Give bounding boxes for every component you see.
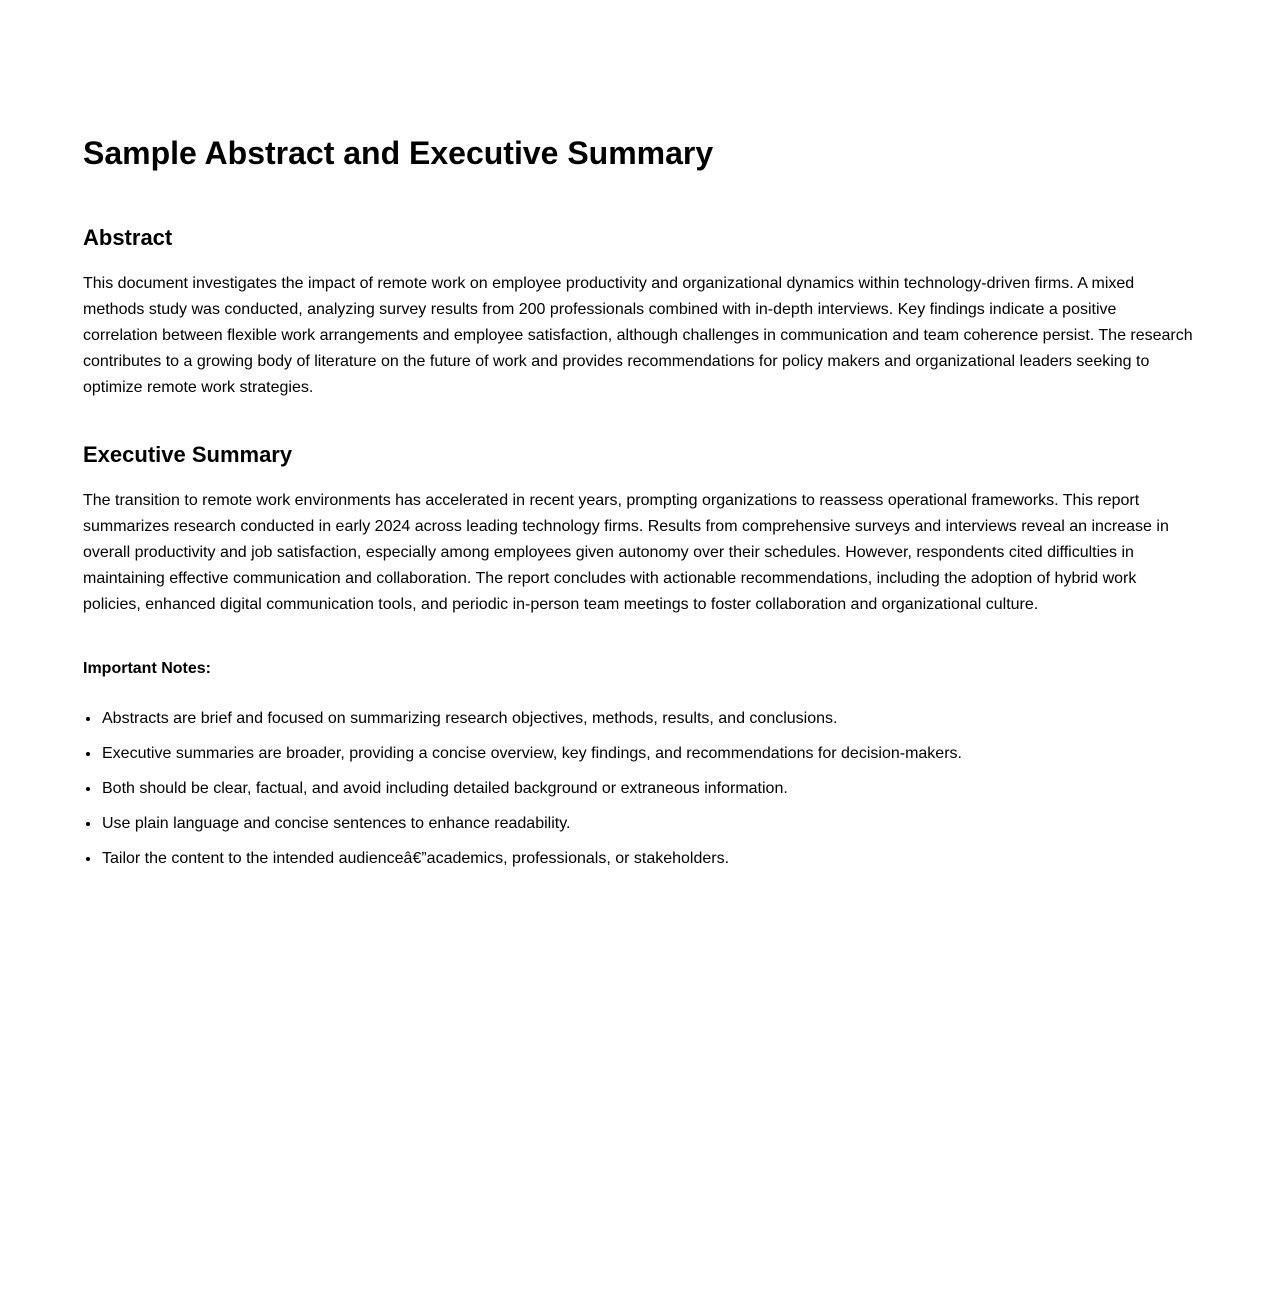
list-item: • Abstracts are brief and focused on summarizing research objectives, methods, results, and conclusions. — [101, 706, 1195, 732]
abstract-paragraph: This document investigates the impact of remote work on employee productivity and organizational dynamics within technology-driven firms. A mixed methods study was conducted, analyzing survey results from 200 professionals combined with in-depth interviews. Key findings indicate a positive correlation between flexible work arrangements and employee satisfaction, although challenges in communication and team coherence persist. The research contributes to a growing body of literature on the future of work and provides recommendations for policy makers and organizational leaders seeking to optimize remote work strategies. — [83, 275, 1193, 396]
important-notes-list — [83, 706, 1195, 872]
executive-summary-heading: Executive Summary — [83, 442, 293, 467]
abstract-heading: Abstract — [83, 225, 173, 250]
important-notes-heading: Important Notes: — [83, 660, 211, 677]
executive-summary-paragraph: The transition to remote work environments has accelerated in recent years, prompting organizations to reassess operational frameworks. This report summarizes research conducted in early 2024 across leading technology firms. Results from comprehensive surveys and interviews reveal an increase in overall productivity and job satisfaction, especially among employees given autonomy over their schedules. However, respondents cited difficulties in maintaining effective communication and collaboration. The report concludes with actionable recommendations, including the adoption of hybrid work policies, enhanced digital communication tools, and periodic in-person team meetings to foster collaboration and organizational culture. — [83, 492, 1169, 613]
list-item: • Tailor the content to the intended audienceâ€”academics, professionals, or stakeholders. — [101, 846, 1195, 872]
list-item: • Use plain language and concise sentences to enhance readability. — [101, 811, 1195, 837]
page-title: Sample Abstract and Executive Summary — [83, 135, 714, 171]
list-item: • Both should be clear, factual, and avoid including detailed background or extraneous information. — [101, 776, 1195, 802]
list-item: • Executive summaries are broader, providing a concise overview, key findings, and recommendations for decision-makers. — [101, 741, 1195, 767]
